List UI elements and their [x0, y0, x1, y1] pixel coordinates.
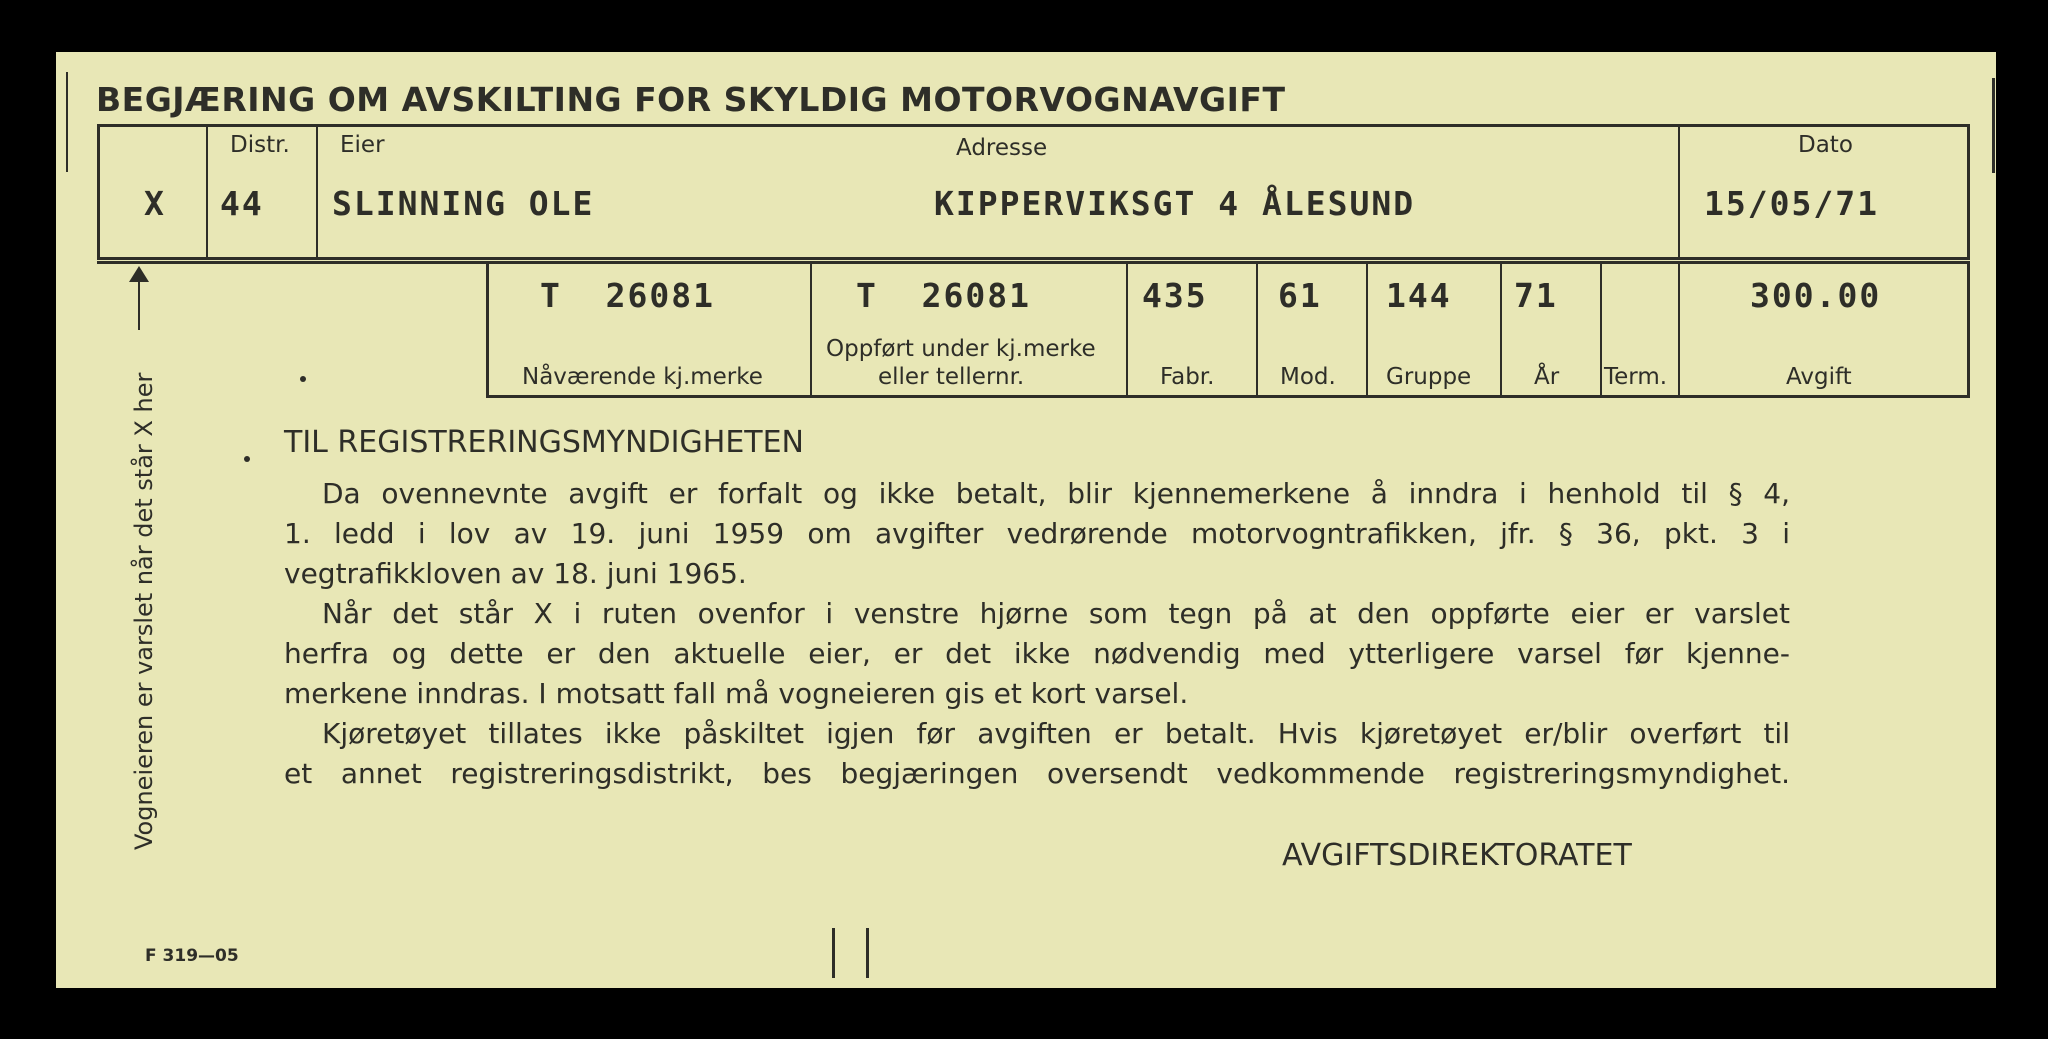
aar-value: 71	[1514, 276, 1558, 315]
ink-mark	[832, 928, 835, 978]
gruppe-label: Gruppe	[1386, 364, 1472, 390]
body-line: vegtrafikkloven av 18. juni 1965.	[284, 557, 747, 590]
divider	[1600, 263, 1602, 396]
ink-dot	[300, 376, 306, 382]
distr-value: 44	[220, 184, 264, 223]
side-note: Vogneieren er varslet når det står X her	[130, 372, 158, 850]
divider	[1500, 263, 1502, 396]
aar-label: År	[1534, 364, 1560, 390]
body-line: Når det står X i ruten ovenfor i venstre hjørne som tegn på at den oppførte eier er varslet	[322, 597, 1790, 630]
mod-value: 61	[1278, 276, 1322, 315]
arrow-shaft	[138, 274, 140, 330]
distr-label: Distr.	[230, 132, 290, 158]
divider	[810, 263, 812, 396]
dato-value: 15/05/71	[1704, 184, 1879, 223]
recipient-heading: TIL REGISTRERINGSMYNDIGHETEN	[284, 425, 804, 460]
notified-mark: X	[144, 184, 166, 223]
ink-dot	[244, 456, 250, 462]
body-line: Da ovennevnte avgift er forfalt og ikke betalt, blir kjennemerkene å inndra i henhold til § 4,	[322, 477, 1790, 510]
body-line: herfra og dette er den aktuelle eier, er det ikke nødvendig med ytterligere varsel før kjenne-	[284, 637, 1790, 670]
avgift-label: Avgift	[1786, 364, 1852, 390]
edge-line	[1992, 78, 1995, 173]
divider	[1256, 263, 1258, 396]
listed-plate-label-2: eller tellernr.	[878, 364, 1025, 390]
eier-value: SLINNING OLE	[332, 184, 595, 223]
ink-mark	[866, 928, 869, 978]
avgift-value: 300.00	[1750, 276, 1882, 315]
divider	[1366, 263, 1368, 396]
body-line: et annet registreringsdistrikt, bes begjæringen oversendt vedkommende registreringsmyndighet.	[284, 757, 1790, 790]
signature: AVGIFTSDIREKTORATET	[1282, 838, 1632, 873]
perforation-line	[66, 72, 68, 172]
term-label: Term.	[1604, 364, 1668, 390]
fabr-label: Fabr.	[1160, 364, 1215, 390]
body-line: Kjøretøyet tillates ikke påskiltet igjen før avgiften er betalt. Hvis kjøretøyet er/blir overført til	[322, 717, 1790, 750]
divider	[1678, 126, 1680, 258]
fabr-value: 435	[1142, 276, 1208, 315]
divider	[316, 126, 318, 258]
adresse-value: KIPPERVIKSGT 4 ÅLESUND	[934, 184, 1416, 223]
body-line: merkene inndras. I motsatt fall må vogneieren gis et kort varsel.	[284, 677, 1189, 710]
gruppe-value: 144	[1386, 276, 1452, 315]
divider	[1126, 263, 1128, 396]
divider	[206, 126, 208, 258]
adresse-label: Adresse	[956, 135, 1048, 161]
form-code: F 319—05	[145, 946, 239, 966]
current-plate-value: T 26081	[540, 276, 715, 315]
current-plate-label: Nåværende kj.merke	[522, 364, 763, 390]
listed-plate-value: T 26081	[856, 276, 1031, 315]
dato-label: Dato	[1798, 132, 1853, 158]
divider	[1678, 263, 1680, 396]
listed-plate-label: Oppført under kj.merke	[826, 336, 1096, 362]
form-title: BEGJÆRING OM AVSKILTING FOR SKYLDIG MOTORVOGNAVGIFT	[96, 80, 1286, 119]
mod-label: Mod.	[1280, 364, 1336, 390]
body-line: 1. ledd i lov av 19. juni 1959 om avgifter vedrørende motorvogntrafikken, jfr. § 36, pkt. 3 i	[284, 517, 1790, 550]
eier-label: Eier	[340, 132, 385, 158]
